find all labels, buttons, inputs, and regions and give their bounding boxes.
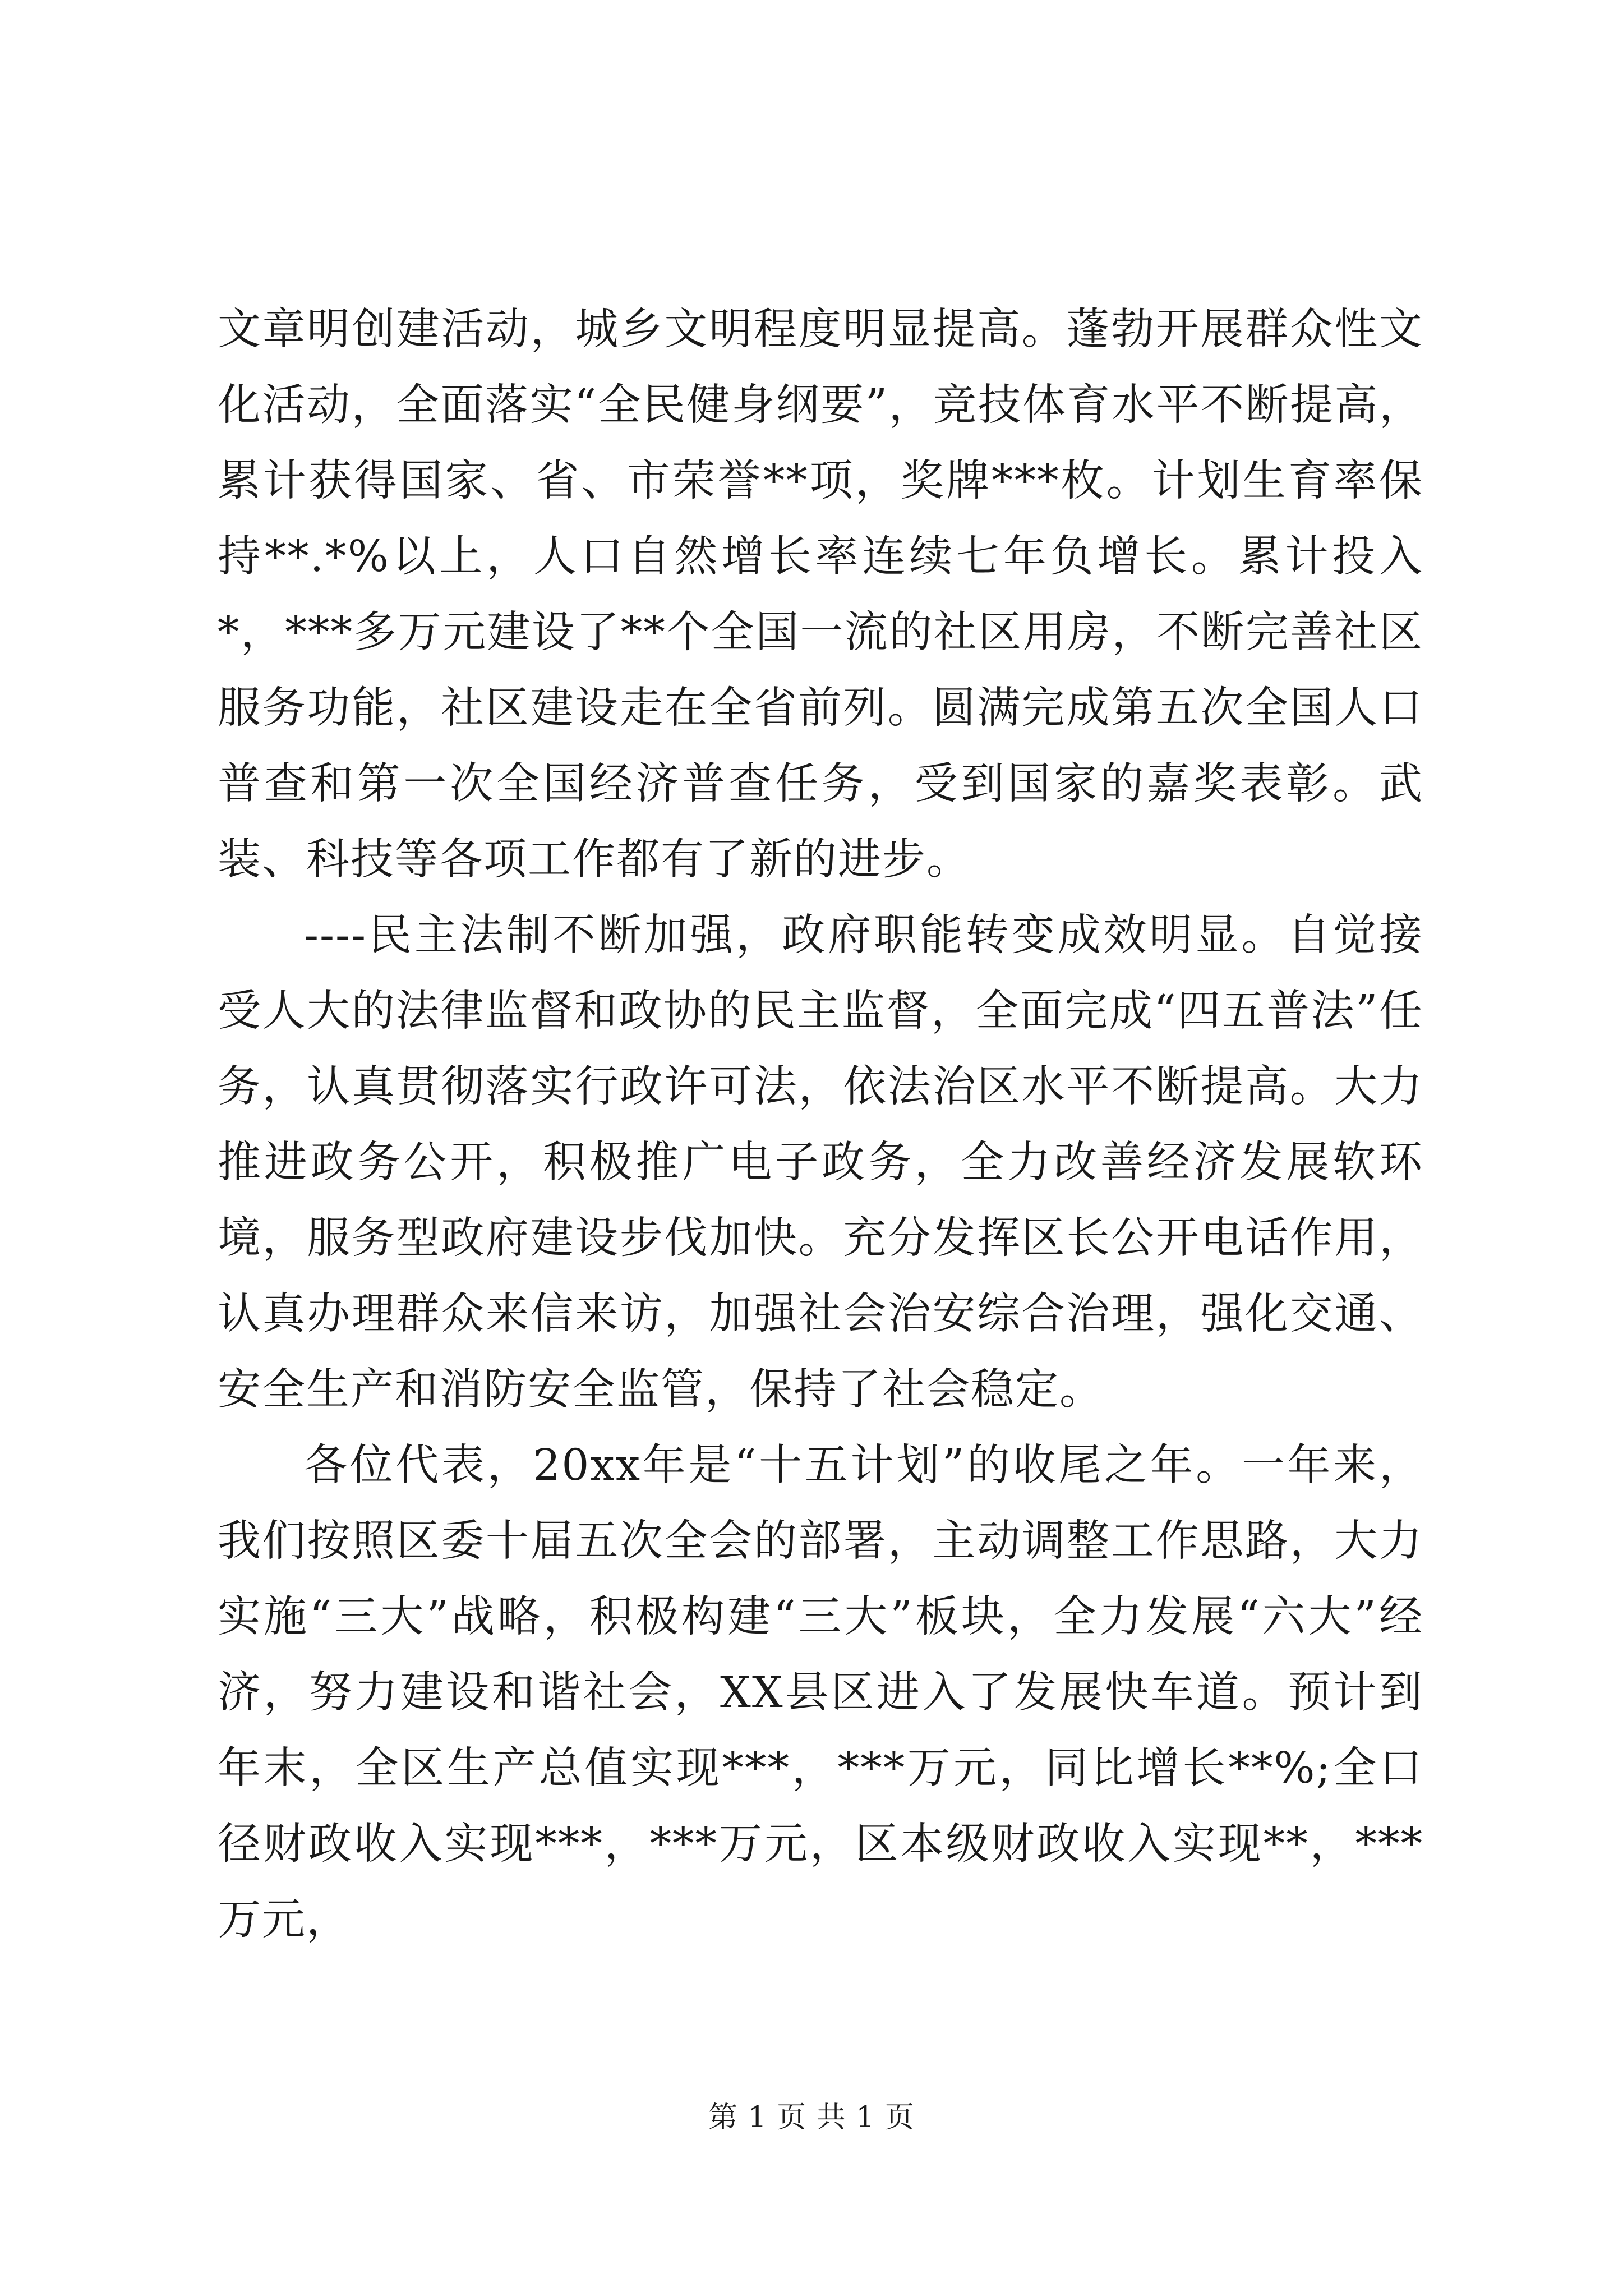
page-footer: 第 1 页 共 1 页 <box>708 2101 915 2134</box>
document-body <box>218 292 1423 1958</box>
paragraph-democracy-law: ----民主法制不断加强，政府职能转变成效明显。自觉接受人大的法律监督和政协的民主监督，全面完成“四五普法”任务，认真贯彻落实行政许可法，依法治区水平不断提高。大力推进政务公开，积极推广电子政务，全力改善经济发展软环境，服务型政府建设步伐加快。充分发挥区长公开电话作用，认真办理群众来信来访，加强社会治安综合治理，强化交通、安全生产和消防安全监管，保持了社会稳定。 <box>218 910 1423 1415</box>
paragraph-continuation: 文章明创建活动，城乡文明程度明显提高。蓬勃开展群众性文化活动，全面落实“全民健身纲要”，竞技体育水平不断提高，累计获得国家、省、市荣誉**项，奖牌***枚。计划生育率保持**.*%以上，人口自然增长率连续七年负增长。累计投入*，***多万元建设了**个全国一流的社区用房，不断完善社区服务功能，社区建设走在全省前列。圆满完成第五次全国人口普查和第一次全国经济普查任务，受到国家的嘉奖表彰。武装、科技等各项工作都有了新的进步。 <box>218 305 1423 885</box>
paragraph-annual-summary: 各位代表，20xx年是“十五计划”的收尾之年。一年来，我们按照区委十届五次全会的部署，主动调整工作思路，大力实施“三大”战略，积极构建“三大”板块，全力发展“六大”经济，努力建设和谐社会，XX县区进入了发展快车道。预计到年末，全区生产总值实现***，***万元，同比增长**%;全口径财政收入实现***，***万元，区本级财政收入实现**，***万元， <box>218 1441 1423 1945</box>
